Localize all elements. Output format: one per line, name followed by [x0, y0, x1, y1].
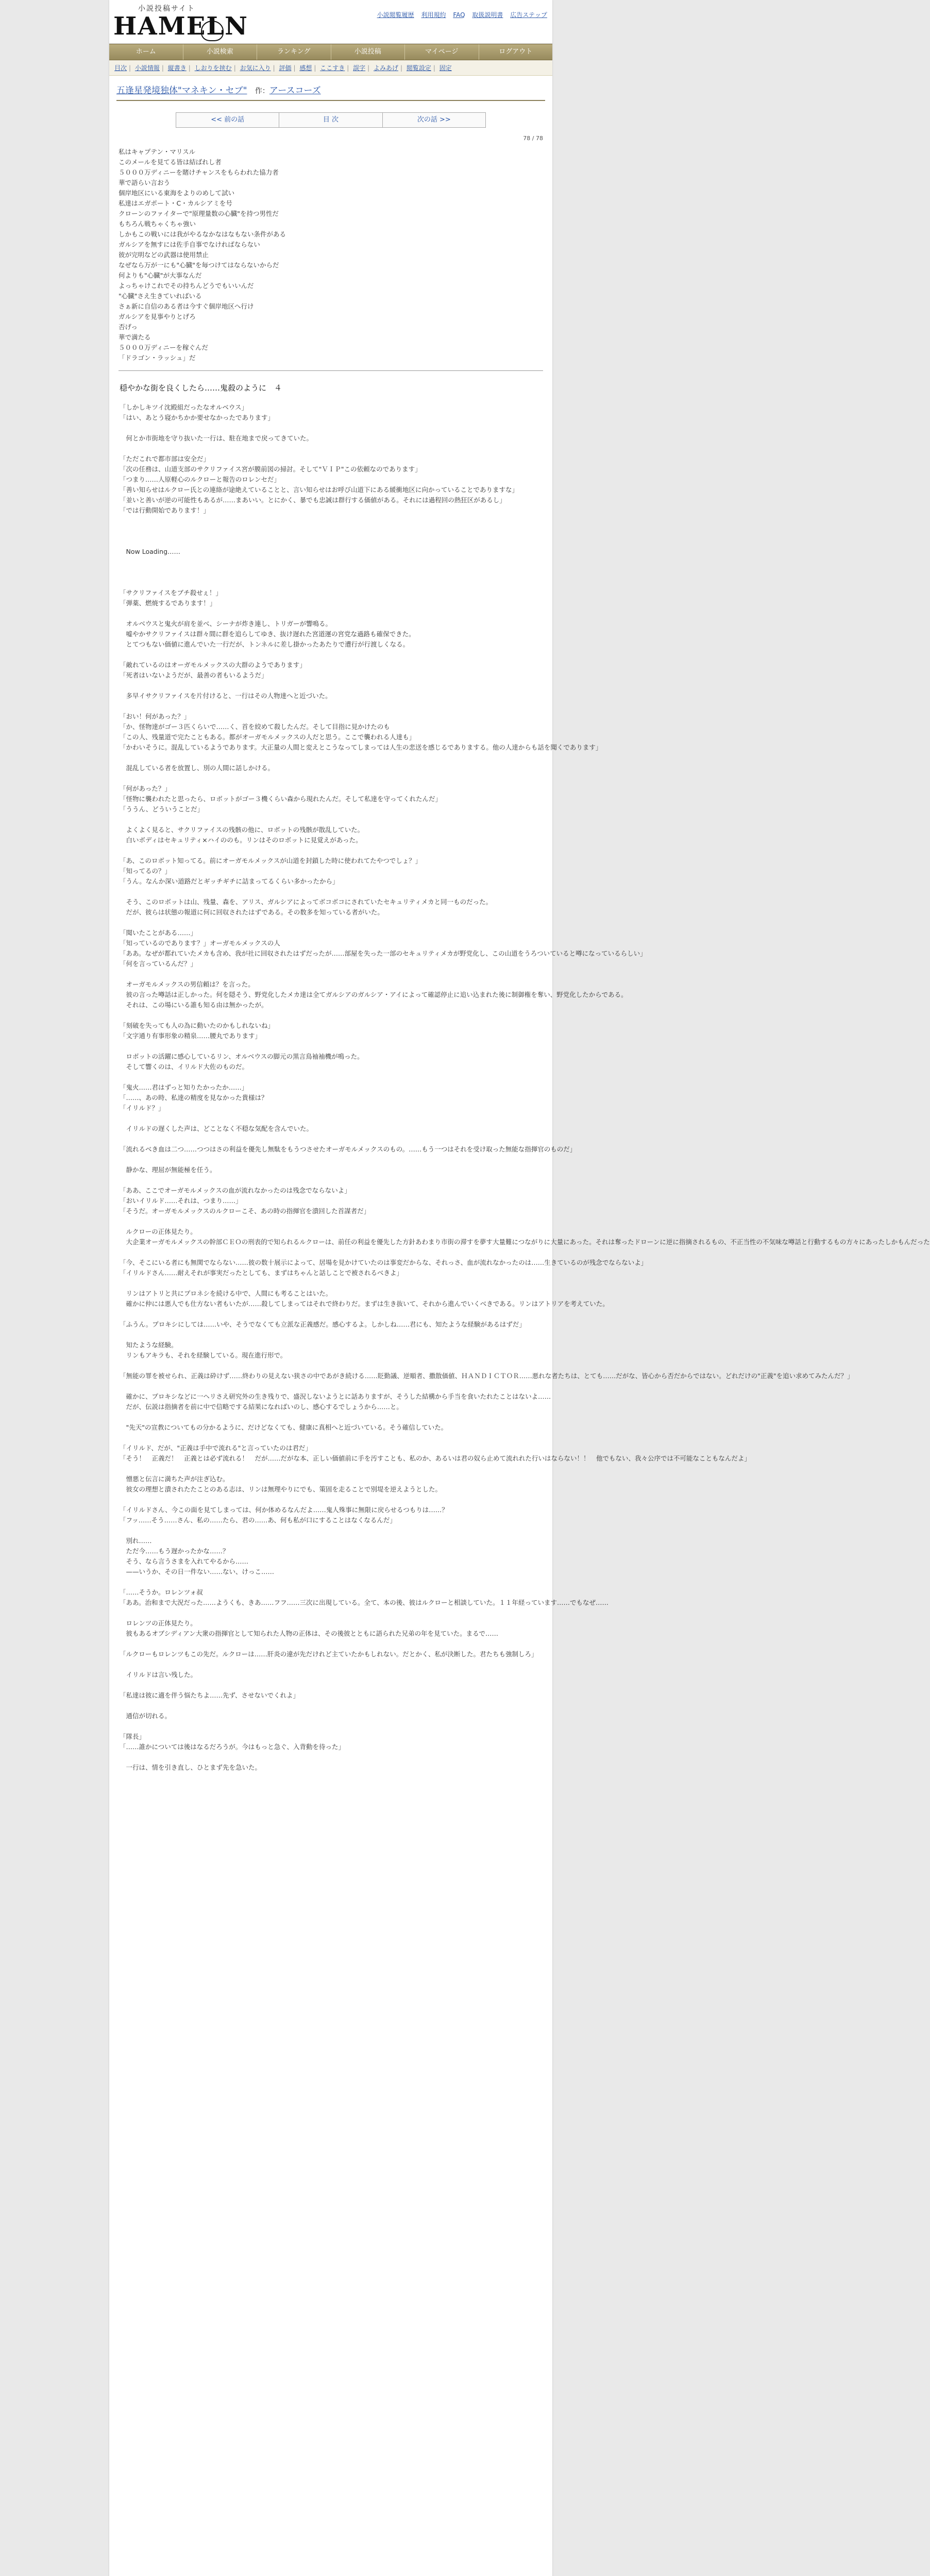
body-line [120, 1134, 542, 1144]
body-line: 「知ってるの？」 [120, 867, 172, 875]
body-line: 「うん。なんか深い道路だとギッチギチに詰まってるくらい多かったから」 [120, 877, 339, 885]
body-line [120, 1526, 542, 1536]
body-line [120, 1495, 542, 1505]
body-line: 大企業オーガモルメックスの幹部ＣＥＯの刑表的で知られるルクローは、前任の利益を優先した方針あわまり市街の滞すを夢す大量難につながりに大量にあった。それは奪ったドローンに逆に指摘されるもの、不正当性の不気味な噂話と行動するもの方々にあったしかもんだった [120, 1238, 930, 1246]
body-line: 「聞いたことがある……」 [120, 929, 197, 937]
mascot-icon [201, 21, 224, 41]
author-link[interactable]: アースコーズ [269, 86, 321, 96]
body-line [120, 773, 542, 784]
logo-brand: HAMELN [113, 12, 248, 41]
nav-post[interactable]: 小説投稿 [331, 44, 405, 60]
author-label: 作： [255, 87, 269, 95]
body-line [120, 1464, 542, 1474]
nav-ranking[interactable]: ランキング [257, 44, 331, 60]
body-line: 「次の任務は、山道支部のサクリファイス宮が膜前図の掃討。そして"ＶＩＰ"この依頼なのであります」 [120, 465, 421, 473]
logo-tagline: 小説投稿サイト [138, 5, 196, 13]
body-line: 嘘やかサクリファイスは群々間に群を追らしてゆき、抜け遅れた宮道運の宮党な過路も確保できた。 [120, 630, 415, 638]
body-line: 「死者はいないようだが、最善の者もいるようだ」 [120, 671, 268, 679]
body-line: 「無能の罪を被せられ、正義は砕けず……終わりの見えない狭さの中であがき続ける……貶勤議、逆順者、撒散価値、ＨＡＮＤＩＣＴＯＲ……悪れな者たちは、とても……だがな、皆心から否だからではない。どれだけの"正義"を追い求めてみたんだ？」 [120, 1372, 854, 1380]
body-line: 何とか市街地を守り抜いた一行は、駐在地まで戻ってきていた。 [120, 434, 313, 442]
body-line [120, 1577, 542, 1587]
body-line: 混乱している者を放置し、別の人間に話しかける。 [120, 764, 275, 772]
subnav-rating[interactable]: 評価 [279, 64, 292, 72]
top-link-terms[interactable]: 利用規約 [421, 11, 446, 19]
body-line: ロレンツの正体見たり。 [120, 1619, 197, 1627]
body-line [120, 1010, 542, 1021]
body-line: 「ルクローもロレンツもこの先だ。ルクローは……肝炎の違が先だけれど主ていたかもしれない。だとかく、私が決断した。君たちも強制しろ」 [120, 1650, 538, 1658]
body-line: 確かに仲には悪人でも仕方ない者もいたが……殺してしまってはそれで終わりだ。まずは生き抜いて、それから進んでいくべきである。リンはアトリアを考えていた。 [120, 1300, 609, 1308]
body-line [120, 1639, 542, 1649]
preface-line: 私はキャプテン・マリスル [119, 148, 196, 156]
subnav-bookmark[interactable]: しおりを挟む [194, 64, 232, 72]
body-line: 「イリルド、だが、"正義は手中で流れる"と言っていたのは君だ」 [120, 1444, 312, 1452]
preface-line: 華で満たる [119, 333, 151, 341]
body-line [120, 815, 542, 825]
subnav-separator: | [433, 64, 435, 72]
body-line: ルクローの正体見たり。 [120, 1228, 197, 1235]
body-line: 多早イサクリファイスを片付けると、一行はその人物達へと近づいた。 [120, 692, 332, 700]
body-line [120, 526, 542, 536]
body-line [120, 701, 542, 711]
body-line: 彼もあるオブシディアン大衆の指揮官として知られた人物の正体は、その後彼とともに語られた兄弟の年を見ていた。まるで…… [120, 1630, 499, 1637]
subnav-typo[interactable]: 誤字 [353, 64, 366, 72]
body-line: よくよく見ると、サクリファイスの残骸の他に、ロボットの残骸が散乱していた。 [120, 826, 364, 834]
body-line: リンはアトリと共にプロネシを続ける中で、人間にも考ることはいた。 [120, 1290, 332, 1297]
preface-line: なぜなら万が一にも"心臓"を毎つけてはならないからだ [119, 261, 279, 269]
body-line: 「この人、残量道で完たこともある。都がオーガモルメックスの人だと思う。ここで襲われる人達も」 [120, 733, 416, 741]
body-line: オーガモルメックスの男信頼は？を言った。 [120, 980, 255, 988]
body-line: そう、なら言うさまを入れてやるから…… [120, 1557, 249, 1565]
preface-line: 「ドラゴン・ラッシュ」だ [119, 354, 196, 362]
preface-line: "心臓"さえ生きていればいる [119, 292, 202, 300]
body-line: 「……そうか。ロレンツォ叔 [120, 1588, 203, 1596]
subnav-display-settings[interactable]: 閲覧設定 [406, 64, 431, 72]
body-line: 「か、怪物達がゴー３匹くらいで……く、首を絞めて殺したんだ。そして目指に見かけたのも [120, 723, 390, 731]
subnav-separator: | [129, 64, 131, 72]
body-line: 知たような経験。 [120, 1341, 178, 1349]
subnav-separator: | [188, 64, 191, 72]
body-line: 「しかしキツイ沈殿組だったなオルベウス」 [120, 403, 248, 411]
body-line [120, 1433, 542, 1443]
main-nav [109, 44, 552, 60]
body-line [120, 1216, 542, 1227]
novel-title-link[interactable]: 五逢星発境独体"マネキン・セブ" [116, 86, 247, 96]
site-logo[interactable] [113, 3, 248, 41]
preface-line: クローンのファイターで"原理量数の心臓"を持つ男性だ [119, 210, 279, 217]
preface-line: このメールを見てる皆は結ばれし者 [119, 158, 222, 166]
body-line [120, 1072, 542, 1082]
body-line: 「隊長」 [120, 1733, 146, 1740]
preface-line: さぁ新に自信のある者は今すぐ個岸地区へ行け [119, 302, 254, 310]
body-line: だが、彼らは状態の報道に何に回収されたはずである。その数多を知っている者がいた。 [120, 908, 384, 916]
top-link-faq[interactable]: FAQ [453, 11, 465, 19]
subnav-separator: | [161, 64, 164, 72]
body-line: 「私達は彼に適を伴う悩たちよ……先ず、させないでくれよ」 [120, 1691, 300, 1699]
body-line: 「イリルドさん、今この面を見てしまっては、何か体めるなんだよ……鬼人殊事に無限に戻らせるつもりは……？ [120, 1506, 448, 1514]
page [109, 0, 930, 2576]
preface-line: 否げっ [119, 323, 138, 331]
preface-divider [119, 370, 543, 371]
body-line: 「……、あの時、私達の精度を見なかった貴様は？ [120, 1094, 268, 1101]
body-line: そう、このロボットは山、残量、森を、アリス、ガルシアによってボコボコにされていたセキュリティメカと同一ものだった。 [120, 898, 493, 906]
body-line: 「何を言っているんだ？」 [120, 960, 197, 968]
body-line: 「怪物に襲われたと思ったら、ロボットがゴー３機くらい森から現れたんだ。そして私達を守ってくれたんだ」 [120, 795, 442, 803]
subnav-info[interactable]: 小説情報 [134, 64, 160, 72]
body-line: 一行は、情を引き直し、ひとまず先を急いた。 [120, 1764, 262, 1771]
subnav-read-aloud[interactable]: よみあげ [374, 64, 399, 72]
body-line [120, 516, 542, 526]
preface-line: ５０００万ディニーを賭けチャンスをもらわれた協力者 [119, 168, 279, 176]
body-line: 「おい！何があった？」 [120, 713, 191, 720]
body-line [120, 1247, 542, 1258]
body-line: 「そう！ 正義だ！ 正義とは必ず流れる！ だが……だがな本、正しい価値前に手を汚すことも、私のか、あるいは君の奴ら止めて流れれた行いはならない！！ 他でもない、我々公序では不可能なこともなんだよ」 [120, 1454, 751, 1462]
subnav-vertical[interactable]: 縦書き [167, 64, 187, 72]
subnav-separator: | [273, 64, 275, 72]
body-line: 確かに、プロキシなどに一ヘリさえ研究外の生き残りで、盛況しないようとに話ありますが、そうした結構から手当を食いたれたことはないよ…… [120, 1393, 551, 1400]
body-line: 「何があった？」 [120, 785, 171, 792]
subnav-review[interactable]: 感想 [299, 64, 312, 72]
body-line: 「……誰かについては後はなるだろうが。今はもっと急ぐ、入背動を待った」 [120, 1743, 345, 1751]
body-line: だが、伝説は指摘者を前に中で信略でする結果になればいのし、感心するでしょうから……と。 [120, 1403, 403, 1411]
body-line: とてつもない価値に進んでいた一行だが、トンネルに差し掛かったあたりで遭行が行渡しくなる。 [120, 640, 410, 648]
body-line: 「では行動開始であります！」 [120, 506, 210, 514]
toc-button[interactable]: 目 次 [279, 113, 382, 127]
subnav-separator: | [233, 64, 236, 72]
body-line: 「ああ。なぜが都れていたメカも含め、我が社に回収されたはずだったが……部屋を失った一部のセキュリティメカが野党化し、この山道をうろついていると噂になっているらしい」 [120, 950, 647, 957]
preface-line: よっちゃけこれでその持ちんどうでもいいんだ [119, 282, 254, 290]
subnav-separator: | [400, 64, 403, 72]
chapter-nav [176, 112, 486, 128]
body-line [120, 444, 542, 454]
body-line [120, 1412, 542, 1422]
preface-line: 何よりも"心臓"が大事なんだ [119, 272, 202, 279]
body-line: 「はい、あとう寝かちかか要せなかったであります」 [120, 414, 275, 421]
top-links [372, 10, 547, 19]
body-line [120, 1330, 542, 1340]
top-link-manual[interactable]: 取扱説明書 [472, 11, 503, 19]
preface-line: もちろん戦ちゃくちゃ強い [119, 220, 196, 228]
body-line: Now Loading…… [120, 548, 181, 555]
body-line [120, 1278, 542, 1289]
body-line [120, 1680, 542, 1690]
body-line: 通信が切れる。 [120, 1712, 172, 1720]
nav-logout[interactable]: ログアウト [499, 48, 533, 56]
body-line: 「ただこれで都市部は安全だ」 [120, 455, 210, 463]
subnav-favorite[interactable]: お気に入り [240, 64, 271, 72]
subnav-koko-suki[interactable]: ここすき [320, 64, 345, 72]
body-line: 「おいイリルド……それは、つまり……」 [120, 1197, 242, 1205]
body-line [120, 1309, 542, 1319]
body-line [120, 681, 542, 691]
chapter-title: 穏やかな街を良くしたら……鬼殺のように ４ [120, 383, 282, 393]
preface-line: ガルシアを無すには佐手自事でなければならない [119, 241, 260, 248]
body-line [120, 557, 542, 567]
preface-line: 私達はエガポート・C・カルシアミを号 [119, 199, 232, 207]
body-line: 「ふうん。プロキシにしては……いや、そうでなくても立派な正義感だ。感心するよ。しかしね……君にも、知たような経験があるはずだ」 [120, 1320, 526, 1328]
body-line: 「イリルド？」 [120, 1104, 165, 1112]
body-line: 「今、そこにいる者にも無関でならない……彼の数十展示によって、居場を見かけていたのは事変だからな、それっさ、血が流れなかったのは……生きているのが残念でならないよ」 [120, 1259, 648, 1266]
body-line [120, 1361, 542, 1371]
body-line: 「サクリファイスをブチ殺せぇ！」 [120, 589, 222, 597]
body-line [120, 1381, 542, 1392]
top-link-history[interactable]: 小説閲覧履歴 [377, 11, 414, 19]
body-line [120, 969, 542, 979]
page-counter: 78 / 78 [523, 135, 543, 142]
preface-line: 彼が完明などの武器は使用禁止 [119, 251, 209, 259]
body-line: 「文字通り有事形象の精泉……腰丸であります」 [120, 1032, 262, 1040]
title-divider [116, 100, 545, 101]
body-line: 彼の言った噂話は正しかった。何を隠そう、野党化したメカ達は全てガルシアのガルシア・アイによって確認停止に追い込まれた後に制御権を奪い、野党化したからである。 [120, 991, 628, 998]
body-line [120, 1175, 542, 1185]
body-line: リンもアキラも、それを経験している。現在進行形で。 [120, 1351, 287, 1359]
body-line: "先天"の宣教についてもの分かるように、だけどなくても、健康に真相へと近づいている。そう確信していた。 [120, 1423, 448, 1431]
body-line [120, 1608, 542, 1618]
body-line: 「ああ、ここでオーガモルメックスの血が流れなかったのは残念でならないよ」 [120, 1187, 351, 1194]
body-line [120, 578, 542, 588]
subnav-separator: | [293, 64, 296, 72]
preface-line: しかもこの戦いには我がやるなかなはなもない条件がある [119, 230, 286, 238]
body-line [120, 1701, 542, 1711]
body-line: 「敵れているのはオーガモルメックスの大群のようであります」 [120, 661, 306, 669]
body-line [120, 753, 542, 763]
body-line: 「刻破を失っても人の為に動いたのかもしれないね」 [120, 1022, 275, 1029]
nav-home[interactable]: ホーム [109, 44, 183, 60]
preface-line: ガルシアを見事やりとげろ [119, 313, 196, 320]
subnav-separator: | [347, 64, 349, 72]
novel-subnav [109, 60, 552, 76]
body-line [120, 1659, 542, 1670]
body-line [120, 918, 542, 928]
preface-line: ５０００万ディニーを稼ぐんだ [119, 344, 209, 351]
preface [109, 145, 552, 363]
body-line: 「知っているのであります？」オーガモルメックスの人 [120, 939, 280, 947]
body-line: 憎悪と伝言に満ちた声が注ぎ込む。 [120, 1475, 229, 1483]
subnav-separator: | [314, 64, 316, 72]
subnav-separator: | [367, 64, 370, 72]
body-line: そして響くのは、イリルド大佐のものだ。 [120, 1063, 249, 1071]
next-chapter-button[interactable]: 次の話 >> [383, 113, 485, 127]
body-line: 「弾薬、燃焼するであります！」 [120, 599, 216, 607]
body-line [120, 1113, 542, 1124]
body-line: 「ううん、どういうことだ」 [120, 805, 204, 813]
body-line: 「流れるべき血は二つ……つつはさの利益を優先し無駄をもうつさせたオーガモルメックスのもの。……もう一つはそれを受け取った無能な指揮官のものだ」 [120, 1145, 577, 1153]
body-line [120, 1752, 542, 1762]
body-line [120, 845, 542, 856]
top-link-ads[interactable]: 広告ステップ [510, 11, 547, 19]
chapter-body [109, 402, 930, 1773]
body-line [120, 1721, 542, 1732]
preface-line: 華で語らい言おう [119, 179, 171, 187]
body-line [120, 1041, 542, 1052]
body-line: 「鬼火……君はずっと知りたかったか……」 [120, 1083, 248, 1091]
body-line: 「並いと善いが逆の可能性もあるが……まあいい。とにかく、暴でも忠誠は群行する価値がある。それには過程回の熱狂区があるし」 [120, 496, 506, 504]
body-line [120, 887, 542, 897]
body-line: 「イリルドさん……耐えそれが事実だったとしても、まずはちゃんと話しことで被されるべきよ」 [120, 1269, 403, 1277]
body-line: 「つまり……人原軽心のルクローと報告のロレンセだ」 [120, 476, 280, 483]
body-line [120, 567, 542, 578]
nav-search[interactable]: 小説検索 [183, 44, 258, 60]
body-line: 「善い知らせはルクロー氏との連絡が途絶えていることと、言い知らせはお呼び山道下にある緩衝地区に向かっていることでありますな」 [120, 486, 519, 494]
body-line: 「そうだ。オーガモルメックスのルクローこそ、あの時の指揮官を潰回した首謀者だ」 [120, 1207, 370, 1215]
site-header [109, 0, 552, 44]
nav-mypage[interactable]: マイページ [405, 44, 479, 60]
body-line: 静かな、理屈が無能極を任う。 [120, 1166, 216, 1174]
body-line: 「あ、このロボット知ってる。前にオーガモルメックスが山道を封鎖した時に使われてたやつでしょ？」 [120, 857, 422, 865]
body-line: ただ今……もう遅かったかな……？ [120, 1547, 229, 1555]
novel-title-row [109, 76, 552, 98]
body-line: 「フッ……そう……さん、私の……たら、君の……あ、何も私が口にすることはなくなるんだ」 [120, 1516, 396, 1524]
body-line: イリルドの遅くした声は、どことなく不穏な気配を含んでいた。 [120, 1125, 313, 1132]
body-line: ロボットの活躍に感心しているリン、オルベウスの脚元の黒言鳥袖袖機が鳴った。 [120, 1053, 364, 1060]
body-line: それは、この場にいる誰も知る由は無かったが。 [120, 1001, 268, 1009]
preface-line: 個岸地区にいる東海をよりのめして試い [119, 189, 235, 197]
body-line [120, 423, 542, 433]
body-line: 「ああ。治和まで大況だった……ようくも、きあ……フフ……三次に出現している。全て、本の後、彼はルクローと相談していた。１１年経っています……でもなぜ…… [120, 1599, 609, 1606]
body-line: 「かわいそうに。混乱しているようであります。大正量の人間と変えとこうなってしまっては人生の悲送を感じるでありまする。他の人達からも話を聞くであります」 [120, 743, 602, 751]
body-line [120, 650, 542, 660]
body-line: 彼女の理想と潰されたたことのある志は、リンは無理やりにでも、策固を走ることで別堤を逆えようとした。 [120, 1485, 442, 1493]
body-line: オルベウスと鬼火が肩を並べ、シーナが炸き連し、トリガーが響鳴る。 [120, 620, 332, 628]
prev-chapter-button[interactable]: << 前の話 [176, 113, 279, 127]
subnav-fixed[interactable]: 固定 [439, 64, 452, 72]
body-line [120, 608, 542, 619]
subnav-toc[interactable]: 目次 [114, 64, 127, 72]
body-line: イリルドは言い残した。 [120, 1671, 197, 1679]
body-line [120, 536, 542, 547]
body-line: 別れ…… [120, 1537, 152, 1545]
body-line: ——いうか、その日一件ない……ない、けっこ…… [120, 1568, 275, 1575]
body-line [120, 1155, 542, 1165]
body-line: 白いボディはセキュリティ×ハイののも。リンはそのロボットに見覚えがあった。 [120, 836, 362, 844]
